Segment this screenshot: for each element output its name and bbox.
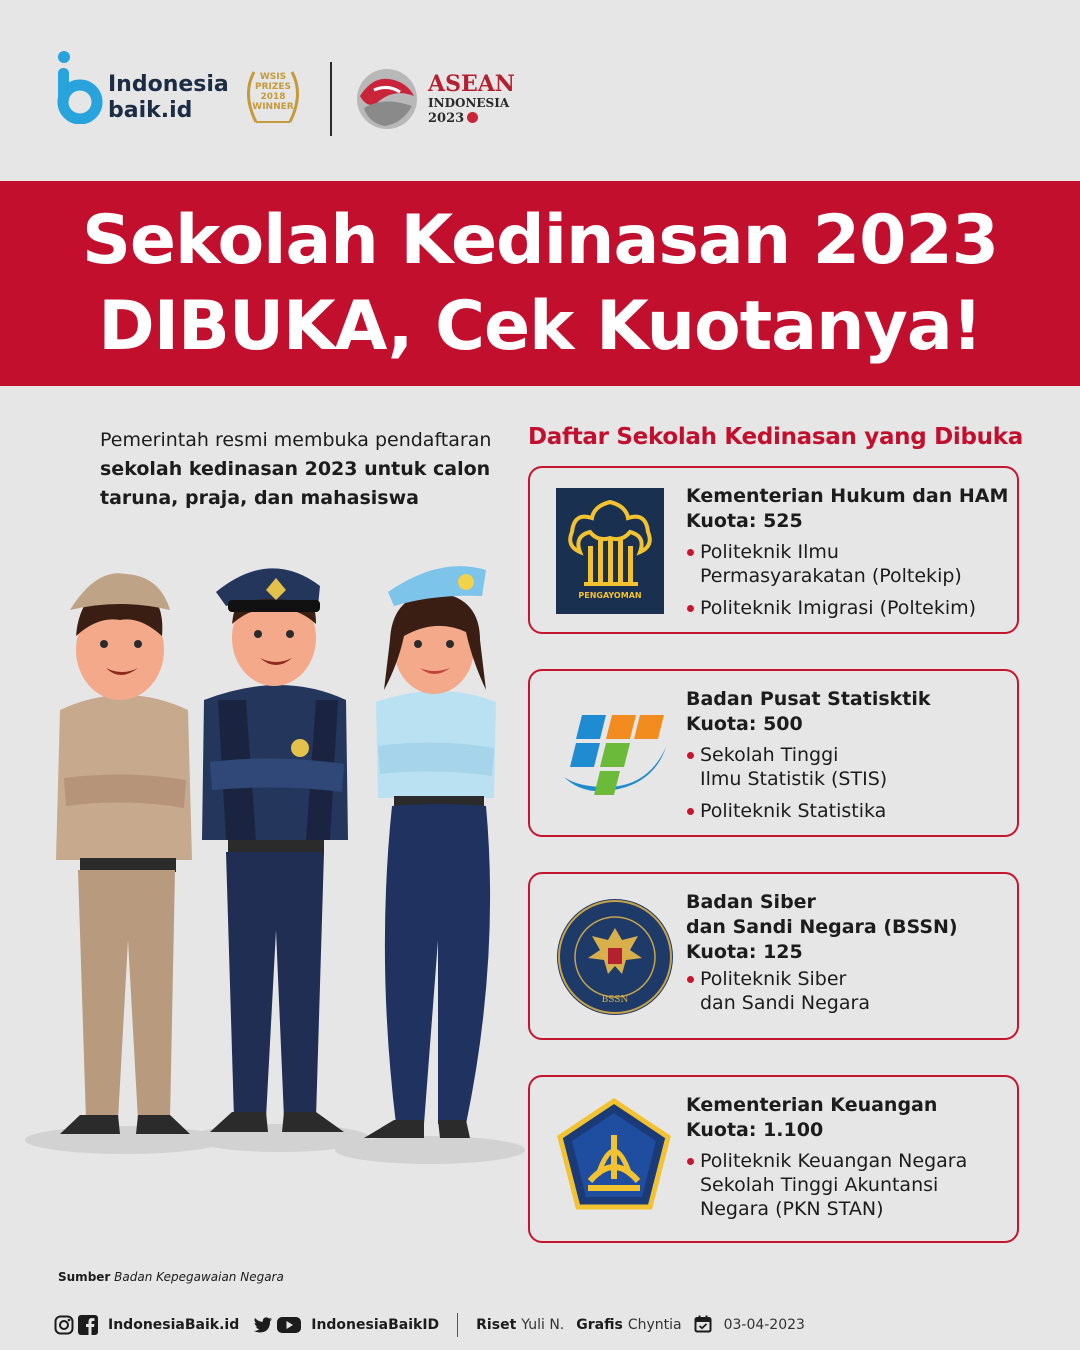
quota: Kuota: 125 [686, 941, 803, 963]
school-item: Politeknik Ilmu Permasyarakatan (Poltekip) [686, 540, 1016, 588]
school-item: Politeknik Statistika [686, 799, 1016, 823]
title-line-1: Sekolah Kedinasan 2023 [81, 201, 999, 280]
org-name: Badan Pusat Statisktik [686, 688, 931, 710]
asean-line-1: ASEAN [428, 71, 515, 97]
bps-logo-icon [556, 691, 668, 817]
asean-line-2: INDONESIA [428, 96, 510, 110]
school-card-bssn [528, 872, 1019, 1040]
handle-indonesiabaik-id[interactable]: IndonesiaBaik.id [108, 1317, 240, 1333]
org-name-line-2: dan Sandi Negara (BSSN) [686, 916, 958, 938]
riset-value: Yuli N. [521, 1317, 565, 1333]
award-line-1: WSIS [259, 72, 287, 82]
quota: Kuota: 525 [686, 510, 803, 532]
intro-line-3: taruna, praja, dan mahasiswa [100, 487, 419, 509]
award-line-2: PRIZES [254, 82, 292, 92]
school-item: Politeknik Keuangan Negara Sekolah Tinggi Akuntansi Negara (PKN STAN) [686, 1149, 1016, 1221]
page-title [0, 198, 1080, 370]
intro-line-2: sekolah kedinasan 2023 untuk calon [100, 458, 491, 480]
school-card-bps [528, 669, 1019, 837]
org-name: Kementerian Keuangan [686, 1094, 938, 1116]
footer-bar [54, 1312, 805, 1338]
school-card-kemenkeu [528, 1075, 1019, 1243]
calendar-icon [694, 1315, 714, 1335]
riset-label: Riset [476, 1317, 517, 1333]
pengayoman-label: PENGAYOMAN [578, 591, 642, 600]
quota: Kuota: 1.100 [686, 1119, 824, 1141]
handle-indonesiabaikid[interactable]: IndonesiaBaikID [311, 1317, 440, 1333]
source-value: Badan Kepegawaian Negara [114, 1270, 284, 1284]
uniformed-students-illustration [20, 540, 525, 1174]
grafis-value: Chyntia [627, 1317, 682, 1333]
header-divider [330, 62, 332, 136]
school-item: Politeknik Siber dan Sandi Negara [686, 967, 1016, 1015]
youtube-icon[interactable] [277, 1315, 301, 1335]
intro-text [100, 426, 520, 513]
wsis-award-badge [240, 64, 306, 130]
source-label: Sumber [58, 1270, 111, 1284]
twitter-icon[interactable] [253, 1315, 273, 1335]
female-uniform-figure [364, 566, 496, 1138]
pengayoman-logo-icon [556, 488, 668, 614]
instagram-icon[interactable] [54, 1315, 74, 1335]
school-item: Politeknik Imigrasi (Poltekim) [686, 596, 1016, 620]
bssn-label: BSSN [601, 995, 629, 1005]
police-uniform-figure [202, 568, 348, 1132]
intro-line-1: Pemerintah resmi membuka pendaftaran [100, 429, 492, 451]
title-line-2: DIBUKA, Cek Kuotanya! [98, 287, 982, 366]
asean-logo-icon [354, 66, 420, 136]
asean-line-3-wrap [428, 111, 515, 126]
bssn-logo-icon [556, 894, 668, 1020]
indonesiabaik-logo-icon [56, 50, 104, 128]
brand-line-1: Indonesia [108, 72, 229, 97]
asean-emblem-icon [467, 112, 478, 123]
asean-wordmark [428, 72, 515, 126]
award-line-3: 2018 [260, 92, 286, 102]
org-name-line-1: Badan Siber [686, 891, 816, 913]
school-item: Sekolah Tinggi Ilmu Statistik (STIS) [686, 743, 1016, 791]
school-card-kemenkumham [528, 466, 1019, 634]
khaki-uniform-figure [56, 573, 192, 1134]
brand-line-2: baik.id [108, 98, 193, 123]
list-title: Daftar Sekolah Kedinasan yang Dibuka [528, 424, 1023, 450]
brand-name [108, 72, 229, 124]
quota: Kuota: 500 [686, 713, 803, 735]
asean-line-3: 2023 [428, 111, 465, 126]
kemenkeu-logo-icon [556, 1097, 668, 1223]
award-line-4: WINNER [252, 102, 294, 112]
facebook-icon[interactable] [78, 1315, 98, 1335]
org-name: Kementerian Hukum dan HAM [686, 485, 1009, 507]
grafis-label: Grafis [576, 1317, 623, 1333]
source-note [58, 1270, 284, 1284]
publish-date: 03-04-2023 [723, 1317, 805, 1333]
footer-divider [457, 1313, 458, 1337]
